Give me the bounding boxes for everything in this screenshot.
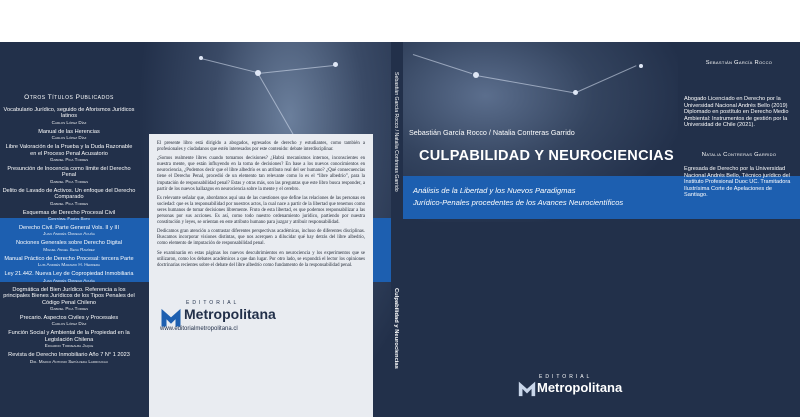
book-entry [2, 107, 136, 126]
book-author: Cristóbal Farías Soto [47, 216, 91, 222]
book-entry [2, 352, 136, 364]
book-title: Libre Valoración de la Prueba y la Duda Razonable en el Proceso Penal Acusatorio [5, 144, 133, 157]
neuron-cell [639, 64, 643, 68]
neuron-fiber [413, 54, 472, 74]
book-title: Derecho Civil. Parte General Vols. II y III [18, 225, 120, 232]
book-entry [2, 144, 136, 163]
book-entry [2, 129, 136, 141]
spine-authors: Sebastián García Rocco / Natalia Contreras Garrido [393, 72, 399, 192]
publisher-logo-icon [517, 378, 539, 402]
book-entry [2, 210, 136, 222]
book-entry [2, 271, 136, 283]
book-title: Manual Práctico de Derecho Procesal: tercera Parte [4, 255, 134, 262]
publisher-name: Metropolitana [184, 306, 276, 322]
publisher-website: www.editorialmetropolitana.cl [160, 326, 238, 332]
book-author: Eduardo Torrealba Jaque [44, 343, 94, 349]
book-author: Luis Andrés Maramio H. Herrera [37, 262, 101, 268]
synopsis-paragraph: El presente libro está dirigido a abogados, egresados de derecho y estudiantes, como también a profesionales y ciudadanos que estén interesados por este contenido: debate interdisciplinar. [157, 141, 365, 153]
book-title: Ley 21.442. Nueva Ley de Copropiedad Inmobiliaria [4, 271, 134, 278]
book-author: Miguel Angel Sena Ramírez [43, 246, 95, 252]
front-authors: Sebastián García Rocco / Natalia Contreras Garrido [409, 128, 575, 137]
book-author: Gabriel Pica Torres [49, 157, 89, 163]
neuron-fiber [476, 75, 575, 93]
author1-name: Sebastián García Rocco [705, 60, 773, 66]
book-entry [2, 225, 136, 237]
book-author: Carlos López Díaz [51, 119, 87, 125]
publisher-editorial-label: EDITORIAL [186, 300, 240, 306]
book-entry [2, 256, 136, 268]
book-title: Manual de las Herencias [38, 128, 100, 135]
book-author: Carlos López Díaz [51, 321, 87, 327]
publisher-name: Metropolitana [537, 380, 623, 395]
author2-bio: Egresada de Derecho por la Universidad Nacional Andrés Bello, Técnico jurídico del Instituto Profesional Duoc UC. Tramitadora Ilustrísima Corte de Apelaciones de Santiago. [684, 166, 791, 198]
other-titles-list [2, 94, 136, 368]
book-title: Delito de Lavado de Activos. Un enfoque del Derecho Comparado [2, 187, 136, 201]
front-subtitle-line1: Análisis de la Libertad y los Nuevos Paradigmas [413, 186, 576, 195]
book-title: Función Social y Ambiental de la Propiedad en la Legislación Chilena [8, 330, 130, 343]
book-author: Gabriel Pica Torres [49, 200, 89, 206]
front-cover [403, 42, 678, 417]
book-entry [2, 287, 136, 312]
neuron-fiber [201, 58, 259, 73]
synopsis-panel [149, 134, 373, 417]
synopsis-paragraph: Es relevante señalar que, abordamos aquí una de las cuestiones que define las relaciones de las personas en sociedad: que es la responsabilidad por nuestros actos, la cual nace a partir de la libertad que tenemos como seres humanos de tomar decisiones libremente. Fruto de esta libertad, es que podemos responsabilizar a las personas por sus acciones. Es así, como todo nuestro ordenamiento jurídico, partiendo por nuestra constitución y leyes, se orientan en este atributo humano para juzgar y atribuir responsabilidad. [157, 195, 365, 226]
book-entry [2, 166, 136, 185]
back-cover [0, 42, 391, 417]
book-title: Precario. Aspectos Civiles y Procesales [19, 314, 119, 321]
book-author: Juan Andrés Orrego Acuña [43, 231, 95, 237]
book-author: Dir. Marco Antonio Sepúlveda Larroucau [29, 358, 109, 364]
spine-title: Culpabilidad y Neurociencias [393, 288, 399, 369]
neuron-fiber [258, 73, 294, 134]
book-author: Juan Andrés Orrego Acuña [43, 277, 95, 283]
book-entry [2, 330, 136, 349]
book-entry [2, 315, 136, 327]
other-titles-heading: Otros Títulos Publicados [24, 94, 114, 101]
book-title: Dogmática del Bien Jurídico. Referencia a los principales Bienes Jurídicos de los Tipos Penales del Código Penal Chileno [3, 286, 135, 306]
front-subtitle-line2: Jurídico-Penales procedentes de los Avances Neurocientíficos [413, 198, 624, 207]
book-author: Gabriel Pica Torres [49, 305, 89, 311]
book-title: Esquemas de Derecho Procesal Civil [22, 209, 116, 216]
neuron-fiber [258, 65, 338, 74]
author1-bio: Abogado Licenciado en Derecho por la Universidad Nacional Andrés Bello (2019) Diplomado en postítulo en Derecho Medio Ambiental: Instrumentos de gestión por la Universidad de Chile (2021). [684, 96, 789, 128]
book-entry [2, 188, 136, 207]
book-spine [391, 42, 403, 417]
publisher-editorial-label: EDITORIAL [539, 374, 593, 380]
book-title: Presunción de Inocencia como límite del Derecho Penal [7, 166, 131, 179]
book-entry [2, 240, 136, 252]
book-title: Revista de Derecho Inmobiliario Año 7 N° 1 2023 [8, 352, 130, 359]
neuron-fiber [576, 65, 637, 93]
book-author: Carlos López Díaz [51, 135, 87, 141]
front-title: CULPABILIDAD Y NEUROCIENCIAS [419, 148, 674, 164]
synopsis-paragraph: Se examinarán en estas páginas los nuevos descubrimientos en neurociencia y los experimentos que se utilizaron, como los debates académicos a que dan lugar. Por otro lado, se expondrá el lector los opiniones doctrinarias recientes sobre el debate del libre albedrío como fundamento de la responsabilidad penal. [157, 250, 365, 268]
author2-name: Natalia Contreras Garrido [701, 152, 777, 158]
synopsis-paragraph: Dedicamos gran atención a contrastar diferentes perspectivas académicas, incluso de diferentes disciplinas. Buscamos incorporar visiones distintas, que nos acerquen a dilucidar qué hay detrás del libre albedrío, como elemento de imputación de responsabilidad penal. [157, 229, 365, 247]
book-author: Gabriel Pica Torres [49, 178, 89, 184]
book-title: Vocabulario Jurídico, seguido de Aforismos Jurídicos latinos [3, 107, 135, 120]
author-flap [678, 42, 800, 417]
synopsis-paragraph: ¿Somos realmente libres cuando tomamos decisiones? ¿Habrá mecanismos internos, inconscientes en nuestra mente, que están influyendo en la toma de decisiones? En base a los nuevos conocimientos en neurociencia, ¿Podemos decir que el libre albedrío es un atributo real del ser humano? ¿Qué consecuencias tiene el Derecho Penal, procedió de un elemento tan relevante como lo es el “libre albedrío”, para la imputación de responsabilidad penal? Estas y otras más, son las preguntas que este libro busca responder, a partir de los nuevos hallazgos en neurociencia sobre la mente y el cerebro. [157, 156, 365, 192]
book-title: Nociones Generales sobre Derecho Digital [15, 240, 123, 247]
